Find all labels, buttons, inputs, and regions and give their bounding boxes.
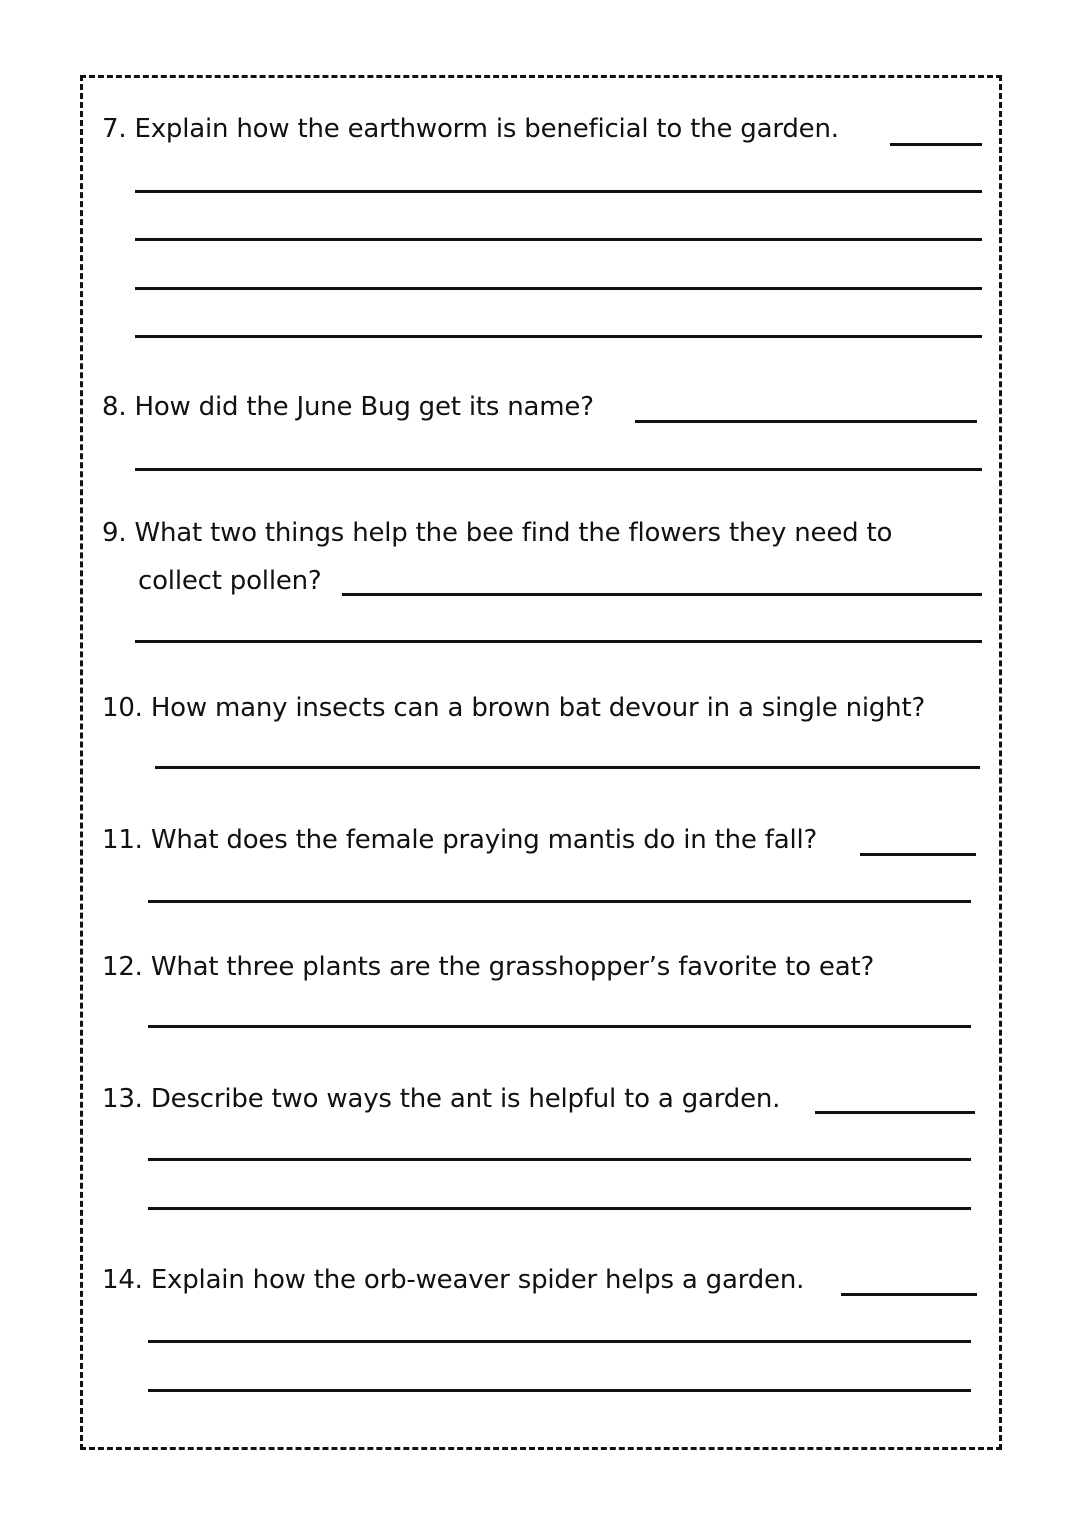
question-text: Explain how the orb-weaver spider helps a garden. [150, 1265, 805, 1295]
question-12 [102, 952, 874, 982]
question-text: What two things help the bee find the flowers they need to [134, 518, 893, 548]
question-number: 8. [102, 392, 127, 422]
answer-line[interactable] [890, 143, 982, 146]
question-11 [102, 825, 817, 855]
answer-line[interactable] [148, 1158, 971, 1161]
answer-line[interactable] [148, 900, 971, 903]
question-text: How did the June Bug get its name? [134, 392, 594, 422]
answer-line[interactable] [342, 593, 982, 596]
question-number: 10. [102, 693, 143, 723]
answer-line[interactable] [135, 335, 982, 338]
answer-line[interactable] [841, 1293, 977, 1296]
answer-line[interactable] [148, 1389, 971, 1392]
question-9-continuation: collect pollen? [138, 566, 322, 596]
question-number: 13. [102, 1084, 143, 1114]
question-number: 7. [102, 114, 127, 144]
answer-line[interactable] [815, 1111, 975, 1114]
question-text: Describe two ways the ant is helpful to a garden. [150, 1084, 781, 1114]
worksheet-border [80, 75, 1002, 1450]
answer-line[interactable] [155, 766, 980, 769]
question-number: 9. [102, 518, 127, 548]
question-10 [102, 693, 925, 723]
question-13 [102, 1084, 780, 1114]
answer-line[interactable] [635, 420, 977, 423]
question-14 [102, 1265, 804, 1295]
answer-line[interactable] [135, 190, 982, 193]
answer-line[interactable] [148, 1025, 971, 1028]
question-text: What three plants are the grasshopper’s favorite to eat? [150, 952, 875, 982]
question-text: What does the female praying mantis do in the fall? [150, 825, 818, 855]
question-number: 14. [102, 1265, 143, 1295]
answer-line[interactable] [135, 640, 982, 643]
answer-line[interactable] [135, 287, 982, 290]
answer-line[interactable] [148, 1207, 971, 1210]
answer-line[interactable] [860, 853, 976, 856]
question-text: How many insects can a brown bat devour in a single night? [150, 693, 926, 723]
question-9 [102, 518, 892, 548]
question-text: Explain how the earthworm is beneficial to the garden. [134, 114, 839, 144]
answer-line[interactable] [135, 238, 982, 241]
answer-line[interactable] [135, 468, 982, 471]
answer-line[interactable] [148, 1340, 971, 1343]
question-7 [102, 114, 839, 144]
question-8 [102, 392, 594, 422]
question-number: 11. [102, 825, 143, 855]
question-number: 12. [102, 952, 143, 982]
